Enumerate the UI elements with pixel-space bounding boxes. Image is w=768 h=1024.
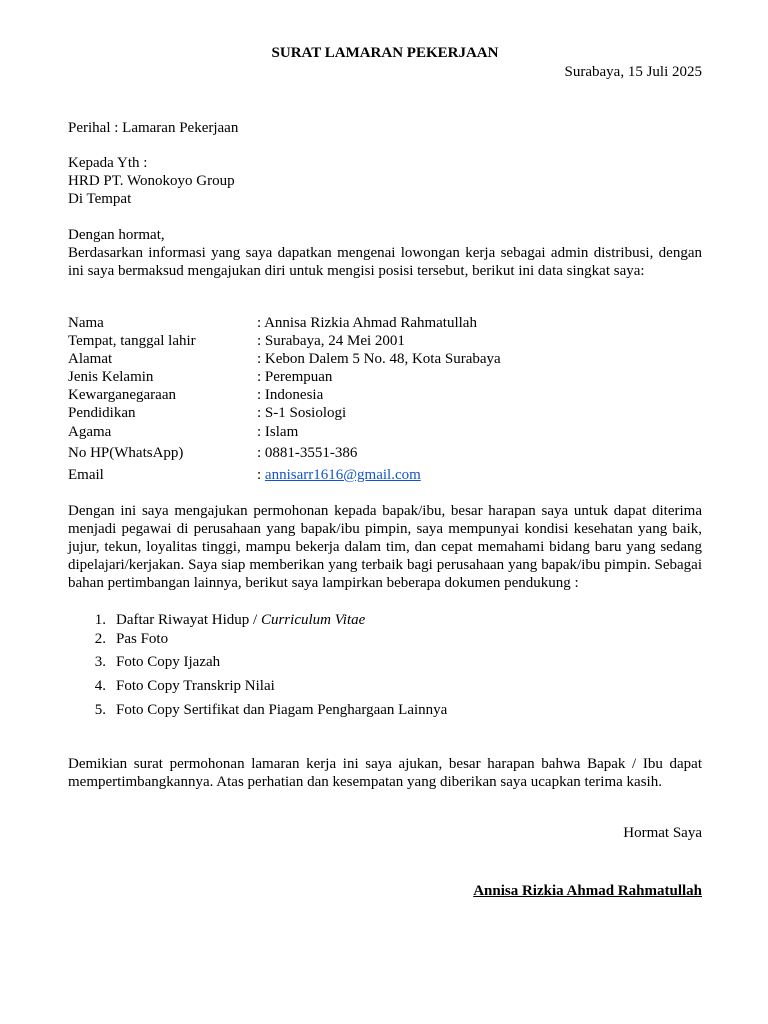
data-value-email — [257, 466, 421, 484]
attachment-item: Pas Foto — [116, 631, 169, 647]
data-label-nama: Nama — [68, 315, 104, 331]
intro-paragraph: Berdasarkan informasi yang saya dapatkan mengenai lowongan kerja sebagai admin distribusi, dengan ini saya bermaksud mengajukan diri untuk mengisi posisi tersebut, berikut ini data singkat saya: — [68, 245, 702, 279]
data-value-no-hp: : 0881-3551-386 — [257, 445, 358, 461]
attachment-number: 5. — [94, 702, 106, 718]
letter-title: SURAT LAMARAN PEKERJAAN — [271, 45, 499, 61]
letter-page — [68, 0, 702, 1024]
data-label-pendidikan: Pendidikan — [68, 405, 136, 421]
attachment-item-italic: Curriculum Vitae — [260, 612, 366, 628]
subject-line: Perihal : Lamaran Pekerjaan — [68, 120, 239, 136]
attachment-number: 2. — [94, 631, 106, 647]
data-value-agama: : Islam — [257, 424, 299, 440]
data-label-kewarganegaraan: Kewarganegaraan — [68, 387, 176, 403]
greeting: Dengan hormat, — [68, 227, 165, 243]
data-value-ttl: : Surabaya, 24 Mei 2001 — [257, 333, 405, 349]
signature-name: Annisa Rizkia Ahmad Rahmatullah — [473, 883, 702, 899]
attachment-item: Foto Copy Ijazah — [116, 654, 221, 670]
body-paragraph: Dengan ini saya mengajukan permohonan kepada bapak/ibu, besar harapan saya untuk dapat diterima menjadi pegawai di perusahaan yang bapak/ibu pimpin, saya mempunyai kondisi kesehatan yang baik, jujur, tekun, loyalitas tinggi, mampu bekerja dalam tim, dan cepat memahami bidang baru yang sedang dipelajari/kerjakan. Saya siap memberikan yang terbaik bagi perusahaan yang bapak/ibu pimpin. Sebagai bahan pertimbangan lainnya, berikut saya lampirkan beberapa dokumen pendukung : — [68, 503, 702, 591]
recipient-line-3: Di Tempat — [68, 191, 132, 207]
closing-paragraph: Demikian surat permohonan lamaran kerja ini saya ajukan, besar harapan bahwa Bapak / Ibu dapat mempertimbangkannya. Atas perhatian dan kesempatan yang diberikan saya ucapkan terima kasih. — [68, 756, 702, 790]
recipient-line-1: Kepada Yth : — [68, 155, 148, 171]
data-value-alamat: : Kebon Dalem 5 No. 48, Kota Surabaya — [257, 351, 501, 367]
data-label-alamat: Alamat — [68, 351, 113, 367]
data-value-jenis-kelamin: : Perempuan — [257, 369, 333, 385]
data-label-jenis-kelamin: Jenis Kelamin — [68, 369, 154, 385]
recipient-line-2: HRD PT. Wonokoyo Group — [68, 173, 235, 189]
place-date: Surabaya, 15 Juli 2025 — [564, 64, 702, 80]
data-label-email: Email — [68, 467, 104, 483]
email-link[interactable]: annisarr1616@gmail.com — [264, 467, 421, 483]
data-value-pendidikan: : S-1 Sosiologi — [257, 405, 347, 421]
closing-salutation: Hormat Saya — [623, 825, 702, 841]
data-value-kewarganegaraan: : Indonesia — [257, 387, 324, 403]
data-label-no-hp: No HP(WhatsApp) — [68, 445, 184, 461]
attachment-item — [116, 611, 365, 629]
attachment-item: Foto Copy Sertifikat dan Piagam Penghargaan Lainnya — [116, 702, 448, 718]
data-label-agama: Agama — [68, 424, 112, 440]
attachment-item-text: Daftar Riwayat Hidup / — [116, 612, 261, 628]
attachment-number: 4. — [94, 678, 106, 694]
attachment-item: Foto Copy Transkrip Nilai — [116, 678, 275, 694]
attachment-number: 3. — [94, 654, 106, 670]
email-prefix: : — [257, 467, 265, 483]
data-label-ttl: Tempat, tanggal lahir — [68, 333, 196, 349]
attachment-number: 1. — [94, 612, 106, 628]
data-value-nama: : Annisa Rizkia Ahmad Rahmatullah — [257, 315, 477, 331]
